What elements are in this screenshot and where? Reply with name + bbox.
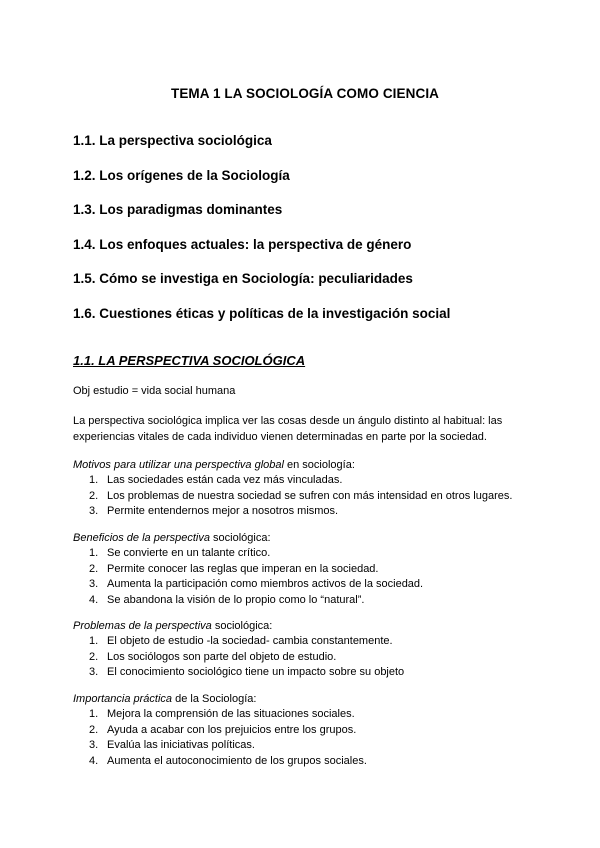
block-label-italic: Problemas de la perspectiva: [73, 620, 212, 632]
table-of-contents: [73, 132, 573, 340]
block-importancia: [73, 692, 543, 769]
numbered-list: [73, 473, 543, 520]
list-item: [73, 489, 543, 505]
list-item: [73, 593, 543, 609]
list-item-text: Aumenta el autoconocimiento de los grupos sociales.: [107, 754, 367, 767]
list-item: [73, 665, 543, 681]
list-item-text: Se convierte en un talante crítico.: [107, 547, 271, 559]
list-item: [73, 650, 543, 666]
list-number: 3.: [89, 578, 99, 590]
block-label: [73, 458, 543, 473]
toc-item-1-3: 1.3. Los paradigmas dominantes: [73, 202, 283, 218]
list-item: [73, 723, 543, 739]
toc-item-1-4: 1.4. Los enfoques actuales: la perspectiva de género: [73, 236, 412, 252]
numbered-list: [73, 707, 543, 769]
list-item: [73, 634, 543, 650]
block-label-rest: sociológica:: [211, 620, 273, 632]
intro-paragraph: La perspectiva sociológica implica ver las cosas desde un ángulo distinto al habitual: las experiencias vitales de cada individuo vienen determinadas en parte por la sociedad.: [73, 415, 503, 443]
block-label: [73, 531, 543, 546]
numbered-list: [73, 634, 543, 681]
list-item-text: Permite conocer las reglas que imperan en la sociedad.: [107, 562, 379, 575]
block-motivos: [73, 458, 543, 520]
list-item-text: El objeto de estudio -la sociedad- cambia constantemente.: [107, 635, 393, 647]
list-number: 2.: [89, 489, 99, 502]
list-number: 1.: [89, 635, 99, 647]
list-item-text: Permite entendernos mejor a nosotros mismos.: [107, 505, 339, 517]
list-item: [73, 562, 543, 578]
list-item: [73, 546, 543, 562]
toc-item-1-1: 1.1. La perspectiva sociológica: [73, 133, 272, 148]
list-number: 4.: [89, 593, 99, 606]
list-number: 1.: [89, 708, 99, 720]
block-label-italic: Importancia práctica: [73, 693, 173, 705]
list-item: [73, 577, 543, 593]
block-problemas: [73, 619, 543, 681]
object-of-study-line: Obj estudio = vida social humana: [73, 385, 236, 397]
block-label: [73, 619, 543, 634]
list-item-text: Mejora la comprensión de las situaciones sociales.: [107, 708, 355, 720]
list-item: [73, 473, 543, 489]
list-number: 3.: [89, 666, 99, 678]
section-heading: 1.1. LA PERSPECTIVA SOCIOLÓGICA: [73, 353, 306, 368]
list-number: 4.: [89, 754, 99, 767]
list-number: 2.: [89, 562, 99, 575]
list-number: 1.: [89, 547, 99, 559]
list-item: [73, 707, 543, 723]
toc-item-1-6: 1.6. Cuestiones éticas y políticas de la investigación social: [73, 305, 451, 321]
list-number: 2.: [89, 723, 99, 736]
block-label-rest: sociológica:: [209, 532, 271, 544]
list-number: 2.: [89, 650, 99, 663]
list-item-text: El conocimiento sociológico tiene un impacto sobre su objeto: [107, 666, 405, 678]
list-item-text: Ayuda a acabar con los prejuicios entre los grupos.: [107, 723, 357, 736]
toc-item-1-5: 1.5. Cómo se investiga en Sociología: peculiaridades: [73, 271, 413, 287]
numbered-list: [73, 546, 543, 608]
block-beneficios: [73, 531, 543, 608]
list-item: [73, 738, 543, 754]
list-number: 3.: [89, 505, 99, 517]
list-number: 3.: [89, 739, 99, 751]
list-item-text: Los problemas de nuestra sociedad se sufren con más intensidad en otros lugares.: [107, 489, 513, 502]
block-label-rest: de la Sociología:: [172, 693, 257, 705]
list-item-text: Evalúa las iniciativas políticas.: [107, 739, 255, 751]
block-label-italic: Beneficios de la perspectiva: [73, 532, 210, 544]
list-number: 1.: [89, 474, 99, 486]
list-item-text: Se abandona la visión de lo propio como lo “natural”.: [107, 593, 365, 606]
block-label: [73, 692, 543, 707]
list-item-text: Los sociólogos son parte del objeto de estudio.: [107, 650, 337, 663]
block-label-rest: en sociología:: [283, 459, 355, 471]
list-item-text: Aumenta la participación como miembros activos de la sociedad.: [107, 578, 424, 590]
toc-item-1-2: 1.2. Los orígenes de la Sociología: [73, 167, 290, 183]
block-label-italic: Motivos para utilizar una perspectiva global: [73, 459, 284, 471]
list-item-text: Las sociedades están cada vez más vinculadas.: [107, 474, 343, 486]
list-item: [73, 504, 543, 520]
document-title: TEMA 1 LA SOCIOLOGÍA COMO CIENCIA: [170, 86, 440, 101]
list-item: [73, 754, 543, 770]
